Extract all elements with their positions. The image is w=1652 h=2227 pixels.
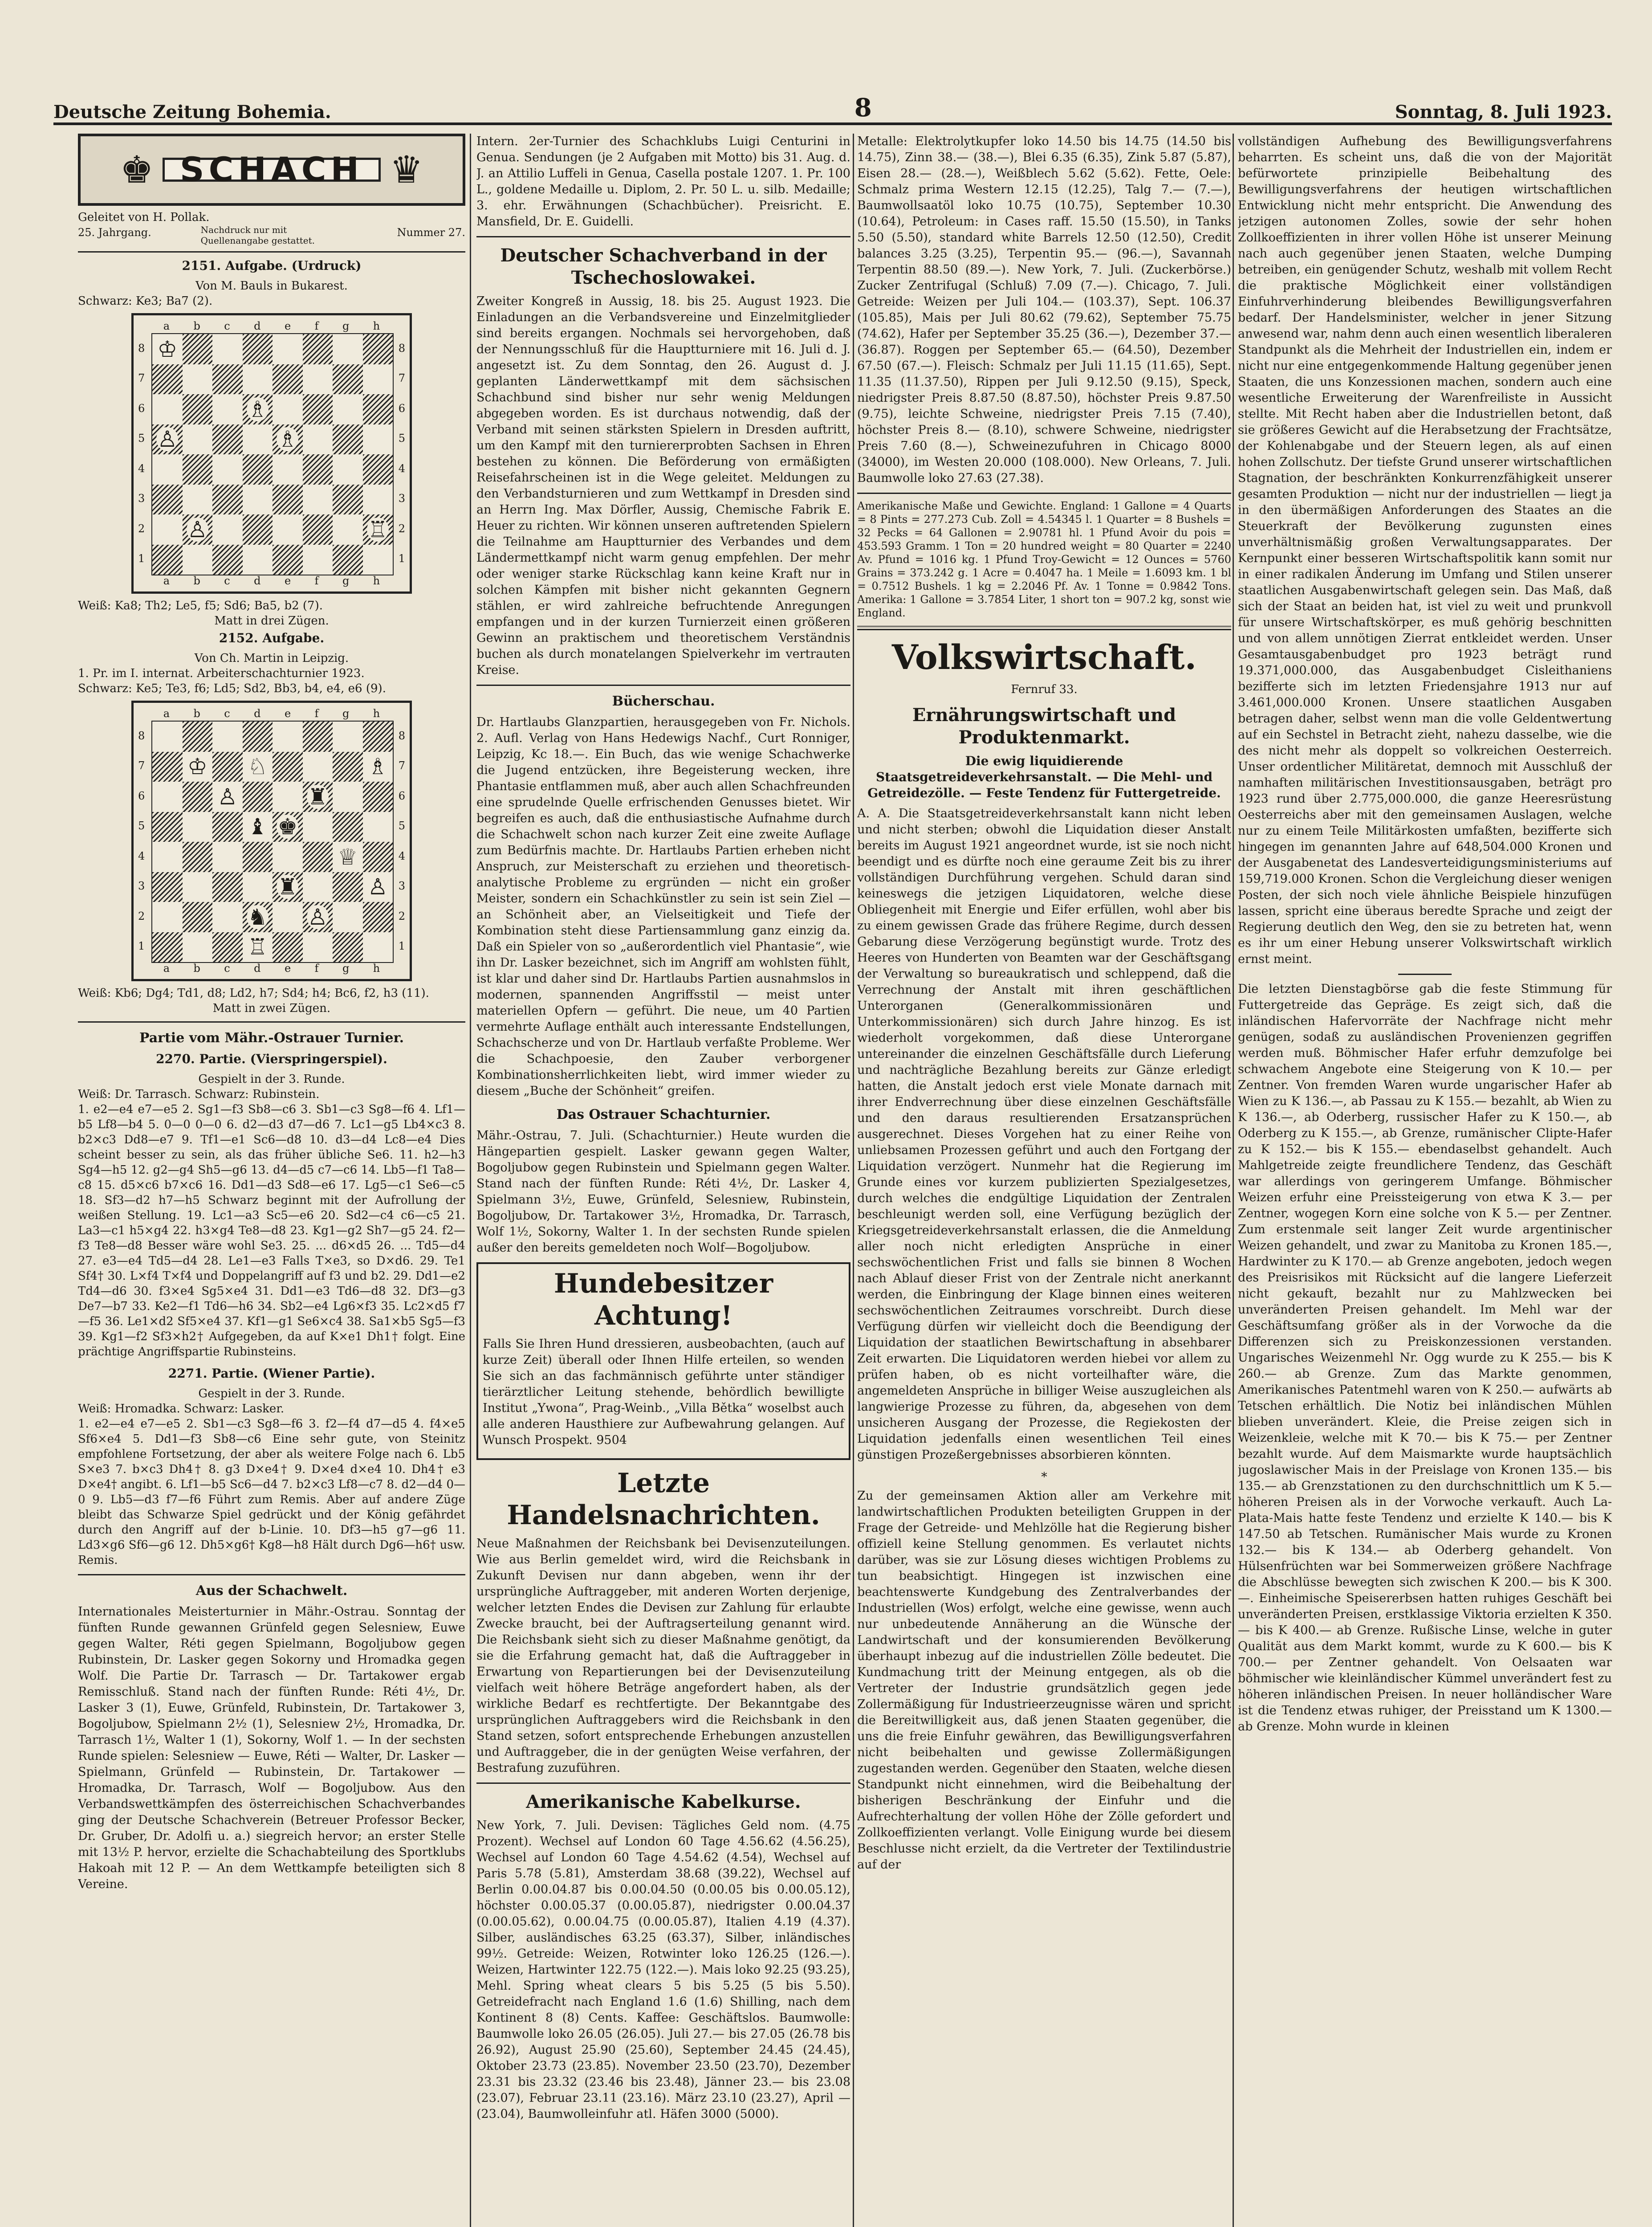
- file-label: c: [224, 320, 230, 332]
- board-square: [273, 782, 303, 812]
- board-square: [183, 782, 213, 812]
- board-square: [152, 812, 183, 842]
- file-label: g: [342, 962, 350, 975]
- board-square: [152, 842, 183, 872]
- chess-piece-icon: ♖: [367, 516, 388, 542]
- board-square: [273, 364, 303, 395]
- ostrau-text: Mähr.-Ostrau, 7. Juli. (Schachturnier.) Heute wurden die Hängepartien gespielt. Lasker gewann gegen Walter, Bogoljubow gegen Rubinstein und Spielmann gegen Walter. Stand nach der fünften Runde: Réti 4½, Dr. Lasker 4, Spielmann 3½, Euwe, Grünfeld, Selesniew, Rubinstein, Bogoljubow, Dr. Tartakower 3½, Hromadka, Dr. Tarrasch, Wolf 1½, Sokorny, Walter 1. In der sechsten Runde spielen außer den bereits gemeldeten noch Wolf—Bogoljubow.: [476, 1129, 850, 1255]
- chess-note: Nachdruck nur mit Quellenangabe gestattet.: [200, 224, 315, 246]
- board-square: [183, 334, 213, 364]
- file-label: g: [342, 320, 350, 332]
- column-rule: [470, 134, 471, 2227]
- rank-label: 3: [398, 492, 405, 505]
- rank-label: 5: [398, 820, 405, 832]
- board-square: [243, 514, 273, 545]
- economy-text-continued: vollständigen Aufhebung des Bewilligungsverfahrens beharrten. Es scheint uns, daß die von der Majorität befürwortete prinzipielle Beibehaltung des Bewilligungsverfahrens der heutigen wirtschaftlichen Entwicklung nicht mehr entspricht. Die Anwendung des jetzigen autonomen Zolles, sowie der sehr hohen Zollkoeffizienten in ihrer vollen Höhe ist unserer Meinung nach auch gegenüber jenen Staaten, welche Dumping betreiben, ein genügender Schutz, weshalb mit vollem Recht die praktische Möglichkeit einer vollständigen Einfuhrverhinderung bleibendes Bewilligungsverfahren bedarf. Der Handelsminister, welcher in jener Sitzung anwesend war, nahm denn auch einen wesentlich liberaleren Standpunkt als die Mehrheit der Industriellen ein, indem er nicht nur eine entgegenkommende Haltung gegenüber jenen Staaten, die uns Konzessionen machen, sondern auch eine wesentliche Erweiterung der Warenfreiliste in Aussicht stellte. Mit Recht haben aber die Industriellen betont, daß sie größeres Gewicht auf die Herabsetzung der Frachtsätze, der Kohlenabgabe und der Steuern legen, als auf einen hohen Zollschutz. Der tiefste Grund unserer wirtschaftlichen Stagnation, der beschränkten Konkurrenzfähigkeit unserer gesamten Produktion — nicht nur der industriellen — liegt ja in den übermäßigen Anforderungen des Staates an die Steuerkraft der Bevölkerung zugunsten eines unverhältnismäßig großen Verwaltungsapparates. Der Kernpunkt einer besseren Wirtschaftspolitik kann somit nur in einer radikalen Änderung im Umfang und Stilen unserer staatlichen Ausgabenwirtschaft gelegen sein. Das Maß, daß sich der Staat an beiden hat, ist viel zu weit und prunkvoll für unsere Wirtschaftskörper, es muß gehörig beschnitten und von allem unnötigen Zierrat entkleidet werden. Unser Gesamtausgabenbudget pro 1923 beträgt rund 19.371,000.000, das Ausgabenbudget Cisleithaniens bezifferte sich im letzten Friedensjahre 1913 nur auf 3.461,000.000 Kronen. Unsere staatlichen Ausgaben betragen daher, selbst wenn man die volle Geldentwertung auf ein Sechstel in Betracht zieht, nahezu dasselbe, wie die des nicht mehr als doppelt so volkreichen Oesterreich. Unser ordentlicher Militäretat, demnoch mit Ausschluß der namhaften militärischen Investitionsausgaben, beträgt pro 1923 rund über 2.775,000.000, die ganze Heeresrüstung Oesterreichs aber mit den gemeinsamen Auslagen, welche nur zu einem Teile Militärkosten umfaßten, bezifferte sich hingegen im genannten Jahre auf 648,504.000 Kronen und der Ausgabenetat des Landesverteidigungsministeriums auf 159,719.000 Kronen. Schon die Vergleichung dieser wenigen Posten, der sich noch viele ähnliche Beispiele hinzufügen lassen, spricht eine überaus beredte Sprache und zeigt der Regierung deutlich den Weg, den sie zu betreten hat, wenn es ihr um einer Hebung unserer Volkswirtschaft wirklich ernst meint.: [1238, 135, 1612, 966]
- file-label: h: [373, 962, 380, 975]
- short-divider: [1398, 974, 1452, 975]
- board-square: [303, 485, 333, 515]
- partie-2271-players: Weiß: Hromadka. Schwarz: Lasker.: [78, 1402, 285, 1415]
- rank-label: 7: [398, 759, 405, 772]
- board-square: [183, 842, 213, 872]
- board-square: [243, 545, 273, 575]
- board-square: [303, 752, 333, 782]
- file-label: d: [254, 320, 261, 332]
- board-square: [212, 812, 243, 842]
- chess-piece-icon: ♔: [187, 754, 208, 780]
- problem-2152-author: Von Ch. Martin in Leipzig.: [194, 652, 349, 665]
- queen-icon: ♛: [390, 148, 423, 192]
- board-square: [333, 545, 363, 575]
- board-square: [243, 485, 273, 515]
- board-square: [273, 545, 303, 575]
- board-square: [303, 334, 333, 364]
- rank-label: 3: [398, 880, 405, 893]
- divider: [78, 1574, 465, 1575]
- board-square: [363, 812, 393, 842]
- board-square: [273, 485, 303, 515]
- board-square: [183, 932, 213, 963]
- file-label: b: [193, 575, 200, 587]
- verband-heading: Deutscher Schachverband in der Tschechoslowakei.: [500, 245, 827, 288]
- chess-column: [78, 134, 465, 2227]
- partie-2271-subtitle: Gespielt in der 3. Runde.: [198, 1387, 345, 1400]
- board-square: [152, 545, 183, 575]
- board-square: [363, 545, 393, 575]
- board-square: [303, 812, 333, 842]
- board-square: [303, 932, 333, 963]
- file-label: e: [284, 707, 291, 720]
- board-grid: [151, 721, 394, 963]
- board-square: [183, 872, 213, 902]
- king-icon: ♚: [120, 148, 154, 192]
- rank-labels: [399, 721, 405, 961]
- rank-label: 6: [398, 789, 405, 802]
- board-square: [152, 782, 183, 812]
- chess-piece-icon: ♞: [247, 904, 268, 930]
- board-square: [243, 782, 273, 812]
- board-square: [363, 485, 393, 515]
- board-square: [212, 932, 243, 963]
- board-square: [212, 722, 243, 752]
- commodity-markets: Metalle: Elektrolytkupfer loko 14.50 bis 14.75 (14.50 bis 14.75), Zinn 38.— (38.—), Blei 6.35 (6.35), Zink 5.87 (5.87), Eisen 28.— (28.—), Weißblech 5.62 (5.62). Fette, Oele: Schmalz prima Western 12.15 (12.25), Talg 7.— (7.—), Baumwollsaatöl loko 10.75 (10.75), September 10.30 (10.64), Petroleum: in Cases raff. 15.50 (15.50), in Tanks 5.50 (5.50), standard white Barrels 12.50 (12.50), Credit balances 3.25 (3.25), Terpentin 95.— (96.—), Savannah Terpentin 88.50 (89.—). New York, 7. Juli. (Zuckerbörse.) Zucker Zentrifugal (Schluß) 7.09 (7.—). Chicago, 7. Juli. Getreide: Weizen per Juli 104.— (103.37), Sept. 106.37 (105.85), Mais per Juli 80.62 (79.62), September 75.75 (74.62), Hafer per September 35.25 (36.—), Dezember 37.— (36.87). Roggen per September 65.— (64.50), Dezember 67.50 (67.—). Fleisch: Schmalz per Juli 11.15 (11.65), Sept. 11.35 (11.37.50), Rippen per Juli 9.12.50 (9.15), Speck, niedrigster Preis 8.87.50 (8.87.50), höchster Preis 9.87.50 (9.75), leichte Schweine, niedrigster Preis 7.15 (7.40), höchster Preis 8.— (8.10), schwere Schweine, niedrigster Preis 7.60 (8.—), Schweinezufuhren in Chicago 8000 (34000), im Westen 20.000 (108.000). New Orleans, 7. Juli. Baumwolle loko 27.63 (27.38).: [857, 135, 1231, 485]
- file-label: d: [254, 962, 261, 975]
- masthead: [53, 91, 1612, 125]
- board-square: [303, 454, 333, 485]
- chess-piece-icon: ♗: [247, 396, 268, 422]
- file-label: a: [163, 962, 170, 975]
- board-square: [152, 334, 183, 364]
- rank-label: 1: [138, 940, 145, 953]
- board-square: [303, 394, 333, 424]
- file-label: a: [163, 575, 170, 587]
- board-square: [243, 722, 273, 752]
- chess-piece-icon: ♕: [338, 844, 358, 870]
- board-square: [273, 932, 303, 963]
- board-square: [363, 454, 393, 485]
- board-square: [333, 364, 363, 395]
- rank-labels: [138, 721, 145, 961]
- board-square: [363, 902, 393, 932]
- board-grid: [151, 333, 394, 575]
- problem-2152-goal: Matt in zwei Zügen.: [212, 1002, 331, 1015]
- economy-heading: Volkswirtschaft.: [891, 637, 1197, 677]
- board-square: [303, 722, 333, 752]
- rank-label: 7: [138, 759, 145, 772]
- board-square: [243, 364, 273, 395]
- board-square: [333, 722, 363, 752]
- board-square: [212, 424, 243, 455]
- dog-owner-advertisement: [476, 1262, 850, 1460]
- board-square: [273, 424, 303, 455]
- board-square: [273, 394, 303, 424]
- board-square: [363, 364, 393, 395]
- board-square: [183, 364, 213, 395]
- divider: [78, 1021, 465, 1023]
- dog-ad-text: Falls Sie Ihren Hund dressieren, ausbeobachten, (auch auf kurze Zeit) überall oder Ihnen Hilfe erteilen, so wenden Sie sich an das fachmännisch geführte unter ständiger tierärztlicher Leitung stehende, behördlich bewilligte Institut „Ywona“, Prag-Weinb., „Villa Bětka“ woselbst auch alle anderen Hausthiere zur Aufbewahrung gelangen. Auf Wunsch Prospekt. 9504: [483, 1337, 844, 1447]
- board-square: [333, 752, 363, 782]
- board-square: [303, 842, 333, 872]
- board-square: [333, 812, 363, 842]
- board-square: [183, 752, 213, 782]
- chess-piece-icon: ♙: [307, 904, 328, 930]
- file-label: h: [373, 707, 380, 720]
- board-square: [183, 812, 213, 842]
- board-square: [152, 932, 183, 963]
- board-square: [152, 752, 183, 782]
- verband-text: Zweiter Kongreß in Aussig, 18. bis 25. August 1923. Die Einladungen an die Verbandsvereine und Einzelmitglieder sind bereits ergangen. Nochmals sei hervorgehoben, daß der Nennungsschluß für die Hauptturniere mit 16. Juli d. J. angesetzt ist. Zu dem Sonntag, den 26. August d. J. geplanten Länderwettkampf mit dem sächsischen Schachbund sind bisher nur sehr wenig Meldungen abgegeben worden. Es ist durchaus notwendig, daß der Verband mit seinen stärksten Spielern in Dresden auftritt, um den Kampf mit den turniererprobten Sachsen in Ehren bestehen zu können. Die Beförderung von ermäßigten Reisefahrscheinen ist in die Wege geleitet. Meldungen zu den Verbandsturnieren und zum Wettkampf in Dresden sind an Herrn Ing. Max Dörfler, Aussig, Chemische Fabrik E. Heuer zu richten. Wir können unseren auftretenden Spielern die Teilnahme am Hauptturnier des Verbandes und dem Ländermettkampf nicht warm genug empfehlen. Der mehr oder weniger starke Rückschlag kann keine Kraft nur in solchen Kämpfen mit bisher nicht gekannten Gegnern stählen, er wird zahlreiche befruchtende Anregungen empfangen und in der kurzen Turnierzeit einen größeren Gewinn an praktischem und theoretischem Verständnis buchen als durch monatelangen Spielverkehr im vertrauten Kreise.: [476, 294, 850, 677]
- column-3: [857, 134, 1231, 2227]
- rank-label: 4: [398, 462, 405, 475]
- ostrau-heading: Das Ostrauer Schachturnier.: [556, 1107, 771, 1122]
- board-square: [212, 485, 243, 515]
- board-square: [243, 752, 273, 782]
- board-square: [152, 485, 183, 515]
- problem-2152-white: Weiß: Kb6; Dg4; Td1, d8; Ld2, h7; Sd4; h4; Bc6, f2, h3 (11).: [78, 987, 429, 1000]
- board-square: [212, 752, 243, 782]
- problem-2152-title: 2152. Aufgabe.: [219, 631, 325, 645]
- board-square: [333, 454, 363, 485]
- board-square: [273, 842, 303, 872]
- partie-2271-moves: 1. e2—e4 e7—e5 2. Sb1—c3 Sg8—f6 3. f2—f4 d7—d5 4. f4×e5 Sf6×e4 5. Dd1—f3 Sb8—c6 Eine sehr gute, von Steinitz empfohlene Fortsetzung, der aber als weitere Folge nach 6. Lb5 S×e3 7. b×c3 Dh4† 8. g3 D×e4† 9. D×e4 d×e4 10. Dh4† e3 D×e4† angibt. 6. Lf1—b5 Sc6—d4 7. b2×c3 Lf8—c7 8. d2—d4 0—0 9. Lb5—d3 f7—f6 Führt zum Remis. Aber auf andere Züge bleibt das Schwarze Spiel gedrückt und der König gefährdet durch den Angriff auf der b-Linie. 10. Df3—h5 g7—g6 11. Ld3×g6 Sf6—g6 12. Dh5×g6† Kg8—h8 Hält durch Dg6—h6† usw. Remis.: [78, 1417, 465, 1567]
- board-square: [152, 364, 183, 395]
- file-label: c: [224, 575, 230, 587]
- board-square: [363, 872, 393, 902]
- problem-2152-black: Schwarz: Ke5; Te3, f6; Ld5; Sd2, Bb3, b4, e4, e6 (9).: [78, 682, 386, 695]
- file-label: c: [224, 962, 230, 975]
- nutrition-heading: Ernährungswirtschaft und Produktenmarkt.: [912, 705, 1176, 748]
- chess-board-2151: [131, 313, 412, 594]
- file-label: a: [163, 707, 170, 720]
- rank-label: 2: [138, 522, 145, 535]
- board-square: [243, 902, 273, 932]
- problem-2151-author: Von M. Bauls in Bukarest.: [195, 279, 348, 293]
- chess-piece-icon: ♘: [247, 754, 268, 780]
- divider: [476, 1782, 850, 1784]
- rank-labels: [138, 333, 145, 574]
- board-square: [273, 872, 303, 902]
- rank-label: 5: [398, 432, 405, 445]
- file-label: f: [314, 575, 319, 587]
- board-square: [212, 514, 243, 545]
- economy-phone: Fernruf 33.: [1011, 683, 1078, 696]
- problem-2151-black: Schwarz: Ke3; Ba7 (2).: [78, 294, 213, 308]
- chess-piece-icon: ♗: [367, 754, 388, 780]
- rank-label: 8: [138, 342, 145, 355]
- rank-label: 5: [138, 432, 145, 445]
- board-square: [333, 514, 363, 545]
- board-square: [333, 485, 363, 515]
- grain-market-text: Die letzten Dienstagbörse gab die feste Stimmung für Futtergetreide das Gepräge. Es zeigt sich, daß die inländischen Hafervorräte der Nachfrage nicht mehr genügen, sodaß zu ausländischen Provenienzen gegriffen werden muß. Böhmischer Hafer erfuhr demzufolge bei schwachem Angebote eine Steigerung von K 10.— per Zentner. Von fremden Waren wurde ungarischer Hafer ab Wien zu K 136.—, ab Passau zu K 155.— bezahlt, ab Wien zu K 136.—, ab Oderberg, russischer Hafer zu K 150.—, ab Oderberg zu K 155.—, ab Grenze, rumänischer Clipte-Hafer zu K 152.— bis K 155.— ebendaselbst gehandelt. Auch Mahlgetreide zeigte freundlichere Tendenz, das Geschäft war allerdings von geringerem Umfange. Böhmischer Weizen erfuhr eine Preissteigerung von etwa K 3.— per Zentner, wogegen Korn eine solche von K 5.— per Zentner. Zum erstenmale seit langer Zeit wurde argentinischer Weizen gehandelt, und zwar zu Manitoba zu Kronen 185.—, Hardwinter zu K 170.— ab Grenze angeboten, jedoch wegen des Preisrisikos mit Rücksicht auf die langere Lieferzeit nicht gekauft, bezahlt nur zu Mahlzwecken bei unveränderten Preisen gehandelt. Im Mehl war der Geschäftsumfang größer als in der Vorwoche da die Differenzen sich zu Preiskonzessionen verstanden. Ungarisches Weizenmehl Nr. Ogg wurde zu K 255.— bis K 260.— ab Grenze. Zum das Markte genommen, Amerikanisches Patentmehl waren von K 250.— aufwärts ab Tetschen erhältlich. Die Notiz bei inländischen Mühlen blieben unverändert. Kleie, die Preise zeigen sich in Weizenkleie, welche mit K 70.— bis K 75.— per Zentner bezahlt wurde. Auf dem Maismarkte wurde hauptsächlich jugoslawischer Mais in der Preislage von Kronen 135.— bis 135.— ab Grenzstationen zu den durchschnittlich um K 5.— höheren Preisen als in der Vorwoche verkauft. Auch La-Plata-Mais hatte feste Tendenz und erzielte K 140.— bis K 147.50 ab Tetschen. Rumänischer Mais wurde zu Kronen 132.— bis K 134.— ab Oderberg gehandelt. Von Hülsenfrüchten war bei Sommerweizen größere Nachfrage die Abschlüsse bewegten sich zwischen K 200.— bis K 300.—. Einheimische Speisererbsen hatten ruhiges Geschäft bei unveränderten Preisen, erstklassige Viktoria erzielten K 350.— bis K 400.— ab Grenze. Rußische Linse, welche in guter Qualität aus dem Markt kommt, wurde zu K 600.— bis K 700.— per Zentner gehandelt. Von Oelsaaten war böhmischer wie kleinländischer Kümmel unverändert fest zu höheren inländischen Preisen. In neuer holländischer Ware ist die Tendenz etwas ruhiger, der Preisstand um K 1300.— ab Grenze. Mohn wurde in kleinen: [1238, 982, 1612, 1733]
- file-label: d: [254, 707, 261, 720]
- board-square: [303, 514, 333, 545]
- board-square: [212, 842, 243, 872]
- board-square: [183, 454, 213, 485]
- board-square: [152, 394, 183, 424]
- rank-label: 2: [398, 910, 405, 922]
- books-heading: Bücherschau.: [612, 693, 715, 709]
- rank-label: 4: [398, 849, 405, 862]
- board-square: [273, 514, 303, 545]
- board-square: [273, 722, 303, 752]
- board-square: [303, 782, 333, 812]
- rank-label: 4: [138, 462, 145, 475]
- file-label: h: [373, 575, 380, 587]
- board-square: [333, 394, 363, 424]
- board-square: [333, 334, 363, 364]
- rank-label: 5: [138, 820, 145, 832]
- board-square: [183, 485, 213, 515]
- partie-2270-moves: 1. e2—e4 e7—e5 2. Sg1—f3 Sb8—c6 3. Sb1—c3 Sg8—f6 4. Lf1—b5 Lf8—b4 5. 0—0 0—0 6. d2—d3 d7—d6 7. Lc1—g5 Lb4×c3 8. b2×c3 Dd8—e7 9. Tf1—e1 Sc6—d8 10. d3—d4 Lc8—e4 Dies scheint besser zu sein, als das früher übliche Se6. 11. h2—h3 Sg4—h5 12. g2—g4 Sh5—g6 13. d4—d5 c7—c6 14. Lb5—f1 Ta8—c8 15. d5×c6 b7×c6 16. Dd1—d3 Sd8—e6 17. Lg5—c1 Se6—c5 18. Sf3—d2 h7—h5 Schwarz beginnt mit der Aufrollung der weißen Stellung. 19. Lc1—a3 Sc5—e6 20. Sd2—c4 c6—c5 21. La3—c1 h5×g4 22. h3×g4 Te8—d8 23. Kg1—g2 Sh7—g5 24. f2—f3 Te8—d8 Besser wäre wohl Se3. 25. ... d6×d5 26. ... Td5—d4 27. e3—e4 Td5—d4 28. Le1—e3 Falls T×e3, so D×d6. 29. Te1 Sf4† 30. L×f4 T×f4 und Doppelangriff auf f3 und b2. 29. Dd1—e2 Td4—d6 30. f3×e4 Sg5×e4 31. Dd1—e3 Td6—d8 32. Df3—g3 De7—b7 33. Ke2—f1 Td6—h6 34. Sb2—e4 Lg6×f3 35. Lc2×d5 f7—f5 36. Le1×d2 Sf5×e4 37. Kf1—g1 Se6×c4 38. Sa1×b5 Sg5—f3 39. Kg1—f2 Sf3×h2† Aufgegeben, da auf K×e1 Dh1† folgt. Eine prächtige Angriffspartie Rubinsteins.: [78, 1103, 465, 1358]
- divider: [476, 685, 850, 686]
- chess-world-text: Internationales Meisterturnier in Mähr.-Ostrau. Sonntag der fünften Runde gewannen Grünfeld gegen Selesniew, Euwe gegen Walter, Réti gegen Spielmann, Bogoljubow gegen Rubinstein, Dr. Lasker gegen Sokorny und Hromadka gegen Wolf. Die Partie Dr. Tarrasch — Dr. Tartakower ergab Remisschluß. Stand nach der fünften Runde: Réti 4½, Dr. Lasker 3 (1), Euwe, Grünfeld, Rubinstein, Dr. Tartakower 3, Bogoljubow, Spielmann 2½ (1), Selesniew 2½, Hromadka, Dr. Tarrasch 1½, Walter 1 (1), Sokorny, Wolf 1. — In der sechsten Runde spielen: Selesniew — Euwe, Réti — Walter, Dr. Lasker — Spielmann, Grünfeld — Rubinstein, Dr. Tartakower — Hromadka, Dr. Tarrasch, Wolf — Bogoljubow. Aus den Verbandswettkämpfen des österreichischen Schachverbandes ging der Deutsche Schachverein (Betreuer Professor Becker, Dr. Gruber, Dr. Adolfi u. a.) siegreich hervor; an erster Stelle mit 13½ P. hervor, erzielte die Schachabteilung des Sportklubs Hakoah mit 12 P. — An dem Wettkampfe beteiligten sich 8 Vereine.: [78, 1605, 465, 1891]
- board-square: [243, 334, 273, 364]
- rank-label: 6: [138, 402, 145, 415]
- column-rule: [1233, 134, 1234, 2227]
- chess-piece-icon: ♙: [187, 516, 208, 542]
- board-square: [243, 454, 273, 485]
- board-square: [303, 902, 333, 932]
- file-label: f: [314, 320, 319, 332]
- file-label: e: [284, 320, 291, 332]
- partie-2270-players: Weiß: Dr. Tarrasch. Schwarz: Rubinstein.: [78, 1088, 320, 1101]
- board-square: [183, 514, 213, 545]
- rank-labels: [399, 333, 405, 574]
- board-square: [212, 782, 243, 812]
- board-square: [212, 364, 243, 395]
- file-label: b: [193, 962, 200, 975]
- column-rule: [853, 134, 854, 2227]
- board-square: [183, 545, 213, 575]
- problem-2152-event: 1. Pr. im I. internat. Arbeiterschachturnier 1923.: [78, 667, 365, 680]
- chess-piece-icon: ♚: [277, 814, 298, 840]
- rank-label: 1: [398, 552, 405, 565]
- trade-news-text: Neue Maßnahmen der Reichsbank bei Devisenzuteilungen. Wie aus Berlin gemeldet wird, wird die Reichsbank in Zukunft Devisen nur dann abgeben, wenn ihr der ursprüngliche Auftraggeber, mit anderen Worten derjenige, welcher letzten Endes die Devisen zur Zahlung für erlaubte Zwecke braucht, bei der Auftragserteilung genannt wird. Die Reichsbank sieht sich zu dieser Maßnahme genötigt, da sie die Erfahrung gemacht hat, daß die Auftraggeber in Erwartung von Repartierungen bei der Devisenzuteilung vielfach weit höhere Beträge angefordert haben, als der wirkliche Bedarf es rechtfertigte. Der Bekanntgabe des ursprünglichen Auftraggebers wird die Reichsbank in den Stand setzen, sofort entsprechende Erhebungen anzustellen und Auftraggeber, die in der genügten Weise verfahren, der Bestrafung zuzuführen.: [476, 1537, 850, 1775]
- divider: [78, 251, 465, 253]
- board-square: [212, 872, 243, 902]
- board-square: [333, 932, 363, 963]
- board-square: [363, 722, 393, 752]
- rank-label: 4: [138, 849, 145, 862]
- board-square: [363, 782, 393, 812]
- rank-label: 2: [138, 910, 145, 922]
- board-square: [243, 842, 273, 872]
- nutrition-text-2: Zu der gemeinsamen Aktion aller am Verkehre mit landwirtschaftlichen Produkten beteiligten Gruppen in der Frage der Getreide- und Mehlzölle hat die Regierung bisher offiziell keine Stellung genommen. Es verlautet nichts darüber, was sie zur Lösung dieses wichtigen Problems zu tun beabsichtigt. Hingegen ist inzwischen eine beachtenswerte Kundgebung des Zentralverbandes der Industriellen (Wos) erfolgt, welche eine gewisse, wenn auch nur unbedeutende Annäherung an die Wünsche der Landwirtschaft und der konsumierenden Bevölkerung überhaupt inbezug auf die industriellen Zölle bedeutet. Die Kundmachung tritt der Meinung entgegen, als ob die Vertreter der Industrie grundsätzlich gegen jede Zollermäßigung für Industrieerzeugnisse wären und spricht die Bereitwilligkeit aus, daß jenen Staaten gegenüber, die uns die freie Einfuhr gewähren, das Bewilligungsverfahren nicht beibehalten und gewisse Zollermäßigungen zugestanden werden. Gegenüber den Staaten, welche diesen Standpunkt nicht einnehmen, wird die Beibehaltung der bisherigen Beschränkung der Einfuhr und die Aufrechterhaltung der vollen Höhe der Zölle gefordert und Zollkoeffizienten verlangt. Volle Einigung wurde bei diesem Beschlusse nicht erzielt, da die Vertreter der Textilindustrie auf der: [857, 1489, 1231, 1872]
- file-label: a: [163, 320, 170, 332]
- board-square: [243, 932, 273, 963]
- board-square: [363, 932, 393, 963]
- divider: [476, 236, 850, 237]
- board-square: [212, 334, 243, 364]
- rank-label: 6: [398, 402, 405, 415]
- nutrition-subheading: Die ewig liquidierende Staatsgetreideverkehrsanstalt. — Die Mehl- und Getreidezölle. — Feste Tendenz für Futtergetreide.: [867, 754, 1221, 800]
- board-square: [273, 454, 303, 485]
- board-square: [333, 782, 363, 812]
- board-square: [363, 334, 393, 364]
- chess-year: 25. Jahrgang.: [78, 226, 151, 239]
- chess-piece-icon: ♜: [307, 783, 328, 810]
- board-square: [273, 902, 303, 932]
- nutrition-text: A. A. Die Staatsgetreideverkehrsanstalt kann nicht leben und nicht sterben; obwohl die Liquidation dieser Anstalt bereits im August 1921 angeordnet wurde, ist sie noch nicht beendigt und es dürfte noch eine geraume Zeit bis zu ihrer vollständigen Durchführung vergehen. Schuld daran sind keineswegs die jetzigen Liquidatoren, welche diese Obliegenheit mit Energie und Eifer erfüllen, wohl aber bis zu einem gewissen Grade das frühere Regime, durch dessen Gebarung diese Verzögerung begünstigt wurde. Trotz des Heeres von Hunderten von Beamten war der Geschäftsgang der Verwaltung so bureaukratisch und schleppend, daß die Verrechnung der Anstalt mit ihren geschäftlichen Unterorganen (Generalkommissionären und Unterkommissionären) sich durch Jahre hinzog. Es ist wiederholt vorgekommen, daß diese Unterorgane untereinander die einzelnen Geschäftsfälle durch Lieferung und nachträgliche Bezahlung bereits zur Gänze erledigt hatten, die Anstalt jedoch erst viele Monate darnach mit ihrer Endverrechnung über diese einzelnen Geschäftsfälle und den daraus resultierenden Ersatzansprüchen ausgerechnet. Dieses Vorgehen hat zu einer Reihe von unliebsamen Prozessen geführt und auch den Fortgang der Liquidation verzögert. Nunmehr hat die Regierung im Grunde eines vor kurzem publizierten Spezialgesetzes, durch welches die endgültige Liquidation der Zentralen beschleunigt werden soll, eine Verfügung bezüglich der Kriegsgetreideverkehrsanstalt erlassen, die die Anmeldung aller noch nicht erledigten Ansprüche in einer sechswöchentlichen Frist und falls sie binnen 8 Wochen nach Ablauf dieser Frist von der Zentrale nicht anerkannt werden, die Einbringung der Klage binnen eines weiteren sechswöchentlichen Zeitraumes vorschreibt. Durch diese Verfügung dürfen wir vielleicht doch die Beendigung der Liquidation der staatlichen Bewirtschaftung in absehbarer Zeit erwarten. Die Liquidatoren werden hiebei vor allem zu prüfen haben, ob es nicht vorteilhafter wäre, die angemeldeten Ansprüche in billiger Weise auszugleichen als langwierige Prozesse zu führen, da, abgesehen von dem unsicheren Ausgang der Prozesse, die Regiekosten der Liquidation jedenfalls einen wesentlichen Teil eines günstigen Prozeßergebnisses absorbieren könnten.: [857, 807, 1231, 1462]
- cable-rates-heading: Amerikanische Kabelkurse.: [526, 1791, 801, 1812]
- file-label: d: [254, 575, 261, 587]
- board-square: [243, 394, 273, 424]
- board-square: [183, 394, 213, 424]
- problem-2151-goal: Matt in drei Zügen.: [214, 614, 329, 628]
- file-label: b: [193, 707, 200, 720]
- cable-rates-text: New York, 7. Juli. Devisen: Tägliches Geld nom. (4.75 Prozent). Wechsel auf London 60 Tage 4.56.62 (4.56.25), Wechsel auf London 60 Tage 4.54.62 (4.54), Wechsel auf Paris 5.78 (5.81), Amsterdam 38.68 (39.22), Wechsel auf Berlin 0.00.04.87 bis 0.00.04.50 (0.00.05 bis 0.00.05.12), höchster 0.00.05.37 (0.00.05.87), niedrigster 0.00.04.37 (0.00.05.62), 0.00.04.75 (0.00.05.87), Italien 4.19 (4.37). Silber, ausländisches 63.25 (63.37), Silber, inländisches 99½. Getreide: Weizen, Rotwinter loko 126.25 (126.—). Weizen, Hartwinter 122.75 (122.—). Mais loko 92.25 (93.25), Mehl. Spring wheat clears 5 bis 5.25 (5 bis 5.50). Getreidefracht nach England 1.6 (1.6) Shilling, nach dem Kontinent 8 (8) Cents. Kaffee: Geschäftslos. Baumwolle: Baumwolle loko 26.05 (26.05). Juli 27.— bis 27.05 (26.78 bis 26.92), August 25.90 (25.60), September 24.45 (24.45), Oktober 23.73 (23.85). November 23.50 (23.70), Dezember 23.31 bis 23.32 (23.46 bis 23.48), Jänner 23.— bis 23.08 (23.07), Februar 23.11 (23.16). März 23.10 (23.27), April — (23.04), Baumwolleinfuhr atl. Häfen 3000 (5000).: [476, 1819, 850, 2121]
- file-labels: [151, 706, 392, 722]
- rank-label: 3: [138, 492, 145, 505]
- file-label: h: [373, 320, 380, 332]
- rank-label: 2: [398, 522, 405, 535]
- chess-meta-row: [78, 224, 465, 246]
- board-square: [363, 394, 393, 424]
- rank-label: 7: [398, 372, 405, 385]
- board-square: [152, 514, 183, 545]
- board-square: [243, 424, 273, 455]
- rank-label: 1: [138, 552, 145, 565]
- asterisk-divider: *: [1041, 1470, 1047, 1484]
- board-square: [273, 334, 303, 364]
- partie-2270-title: 2270. Partie. (Vierspringerspiel).: [156, 1052, 387, 1066]
- rank-label: 3: [138, 880, 145, 893]
- partie-2271-title: 2271. Partie. (Wiener Partie).: [168, 1366, 375, 1381]
- board-square: [303, 364, 333, 395]
- books-text: Dr. Hartlaubs Glanzpartien, herausgegeben von Fr. Nichols. 2. Aufl. Verlag von Hans Hedewigs Nachf., Curt Ronniger, Leipzig, Kc 18.—. Ein Buch, das wie wenige Schachwerke die Jugend entzücken, ihre Begeisterung wecken, ihre Phantasie entflammen muß, aber auch allen Schachfreunden eine sprudelnde Quelle erfrischenden Genusses bietet. Wir begreifen es auch, daß die enthusiastische Aufnahme durch die Schachwelt schon nach kurzer Zeit eine zweite Auflage zum Bedürfnis machte. Dr. Hartlaubs Partien erheben nicht Anspruch, zur Meisterschaft zu erziehen und theoretisch-analytische Probleme zu ergründen — nicht ein großer Meister, sondern ein Schachkünstler zu sein ist sein Ziel — an Schönheit aber, an Vielseitigkeit und Tiefe der Kombination steht diese Partiensammlung ganz einzig da. Daß ein Spieler von so „außerordentlich viel Phantasie“, wie ihn Dr. Lasker bezeichnet, sich im Angriff am wohlsten fühlt, ist klar und daher sind Dr. Hartlaubs Partien ausnahmslos in modernen, spannenden Angriffsstil — meist unter materiellen Opfern — geführt. Die neue, um 40 Partien vermehrte Auflage enthält auch interessante Endstellungen, Schachscherze und von Dr. Hartlaub verfaßte Probleme. Wer die Schachpoesie, den Zauber verborgener Kombinationsherrlichkeiten liebt, wird immer wieder zu diesem „Buche der Schönheit“ greifen.: [476, 715, 850, 1098]
- board-square: [152, 902, 183, 932]
- chess-piece-icon: ♙: [367, 874, 388, 900]
- board-square: [212, 545, 243, 575]
- board-square: [303, 545, 333, 575]
- board-square: [333, 424, 363, 455]
- double-rule: [857, 626, 1231, 630]
- board-square: [363, 842, 393, 872]
- board-square: [363, 424, 393, 455]
- board-square: [183, 424, 213, 455]
- board-square: [152, 454, 183, 485]
- problem-2151-title: 2151. Aufgabe. (Urdruck): [182, 258, 362, 273]
- board-square: [333, 902, 363, 932]
- chess-piece-icon: ♙: [217, 783, 238, 810]
- board-square: [212, 394, 243, 424]
- chess-editor: Geleitet von H. Pollak.: [78, 211, 210, 224]
- chess-world-heading: Aus der Schachwelt.: [195, 1583, 348, 1599]
- board-square: [333, 842, 363, 872]
- board-square: [152, 722, 183, 752]
- board-square: [333, 872, 363, 902]
- board-square: [363, 514, 393, 545]
- board-square: [183, 902, 213, 932]
- chess-piece-icon: ♖: [247, 934, 268, 960]
- rank-label: 8: [398, 729, 405, 742]
- board-square: [363, 752, 393, 782]
- file-label: b: [193, 320, 200, 332]
- chess-piece-icon: ♔: [157, 336, 178, 362]
- chess-board-2152: [131, 701, 412, 981]
- dog-ad-heading: Hundebesitzer Achtung!: [553, 1268, 773, 1331]
- rank-label: 7: [138, 372, 145, 385]
- problem-tourney-notice: Intern. 2er-Turnier des Schachklubs Luigi Centurini in Genua. Sendungen (je 2 Aufgaben mit Motto) bis 31. Aug. d. J. an Attilio Luffeli in Genua, Casella postale 1207. 1. Pr. 100 L., goldene Medaille u. Diplom, 2. Pr. 50 L. u. silb. Medaille; 3. ehr. Erwähnungen (Schachbücher). Preisricht. E. Mansfield, Dr. E. Guidelli.: [476, 135, 850, 228]
- file-label: g: [342, 707, 350, 720]
- board-square: [152, 424, 183, 455]
- partie-heading: Partie vom Mähr.-Ostrauer Turnier.: [139, 1030, 404, 1046]
- rank-label: 8: [398, 342, 405, 355]
- board-square: [303, 424, 333, 455]
- board-square: [303, 872, 333, 902]
- trade-news-heading: Letzte Handelsnachrichten.: [507, 1468, 820, 1531]
- rank-label: 8: [138, 729, 145, 742]
- board-square: [243, 872, 273, 902]
- problem-2151-white: Weiß: Ka8; Th2; Le5, f5; Sd6; Ba5, b2 (7).: [78, 599, 323, 612]
- issue-date: Sonntag, 8. Juli 1923.: [1395, 102, 1612, 122]
- chess-logo-text: SCHACH: [163, 158, 381, 182]
- page-number: 8: [854, 93, 872, 122]
- partie-2270-subtitle: Gespielt in der 3. Runde.: [198, 1073, 345, 1086]
- file-label: e: [284, 962, 291, 975]
- chess-number: Nummer 27.: [397, 226, 465, 239]
- divider: [857, 493, 1231, 494]
- board-square: [152, 872, 183, 902]
- paper-name: Deutsche Zeitung Bohemia.: [53, 102, 331, 122]
- board-square: [273, 812, 303, 842]
- file-label: f: [314, 962, 319, 975]
- file-label: g: [342, 575, 350, 587]
- chess-piece-icon: ♝: [247, 814, 268, 840]
- chess-logo: [78, 134, 465, 206]
- rank-label: 6: [138, 789, 145, 802]
- board-square: [212, 902, 243, 932]
- chess-piece-icon: ♜: [277, 874, 298, 900]
- file-label: e: [284, 575, 291, 587]
- file-labels: [151, 318, 392, 334]
- chess-piece-icon: ♗: [277, 426, 298, 453]
- board-square: [212, 454, 243, 485]
- rank-label: 1: [398, 940, 405, 953]
- board-square: [273, 752, 303, 782]
- chess-piece-icon: ♙: [157, 426, 178, 453]
- column-2: [476, 134, 850, 2227]
- file-label: c: [224, 707, 230, 720]
- board-square: [243, 812, 273, 842]
- column-4: [1238, 134, 1612, 2227]
- file-label: f: [314, 707, 319, 720]
- board-square: [183, 722, 213, 752]
- measures-weights: Amerikanische Maße und Gewichte. England: 1 Gallone = 4 Quarts = 8 Pints = 277.273 Cub. Zoll = 4.54345 l. 1 Quarter = 8 Bushels = 32 Pecks = 64 Gallonen = 2.90781 hl. 1 Pfund Avoir du pois = 453.593 Gramm. 1 Ton = 20 hundred weight = 80 Quarter = 2240 Av. Pfund = 1016 kg. 1 Pfund Troy-Gewicht = 12 Ounces = 5760 Grains = 373.242 g. 1 Acre = 0.4047 ha. 1 Meile = 1.6093 km. 1 bl = 0.7512 Bushels. 1 kg = 2.2046 Pf. Av. 1 Tonne = 0.9842 Tons. Amerika: 1 Gallone = 3.7854 Liter, 1 short ton = 907.2 kg, sonst wie England.: [857, 500, 1231, 619]
